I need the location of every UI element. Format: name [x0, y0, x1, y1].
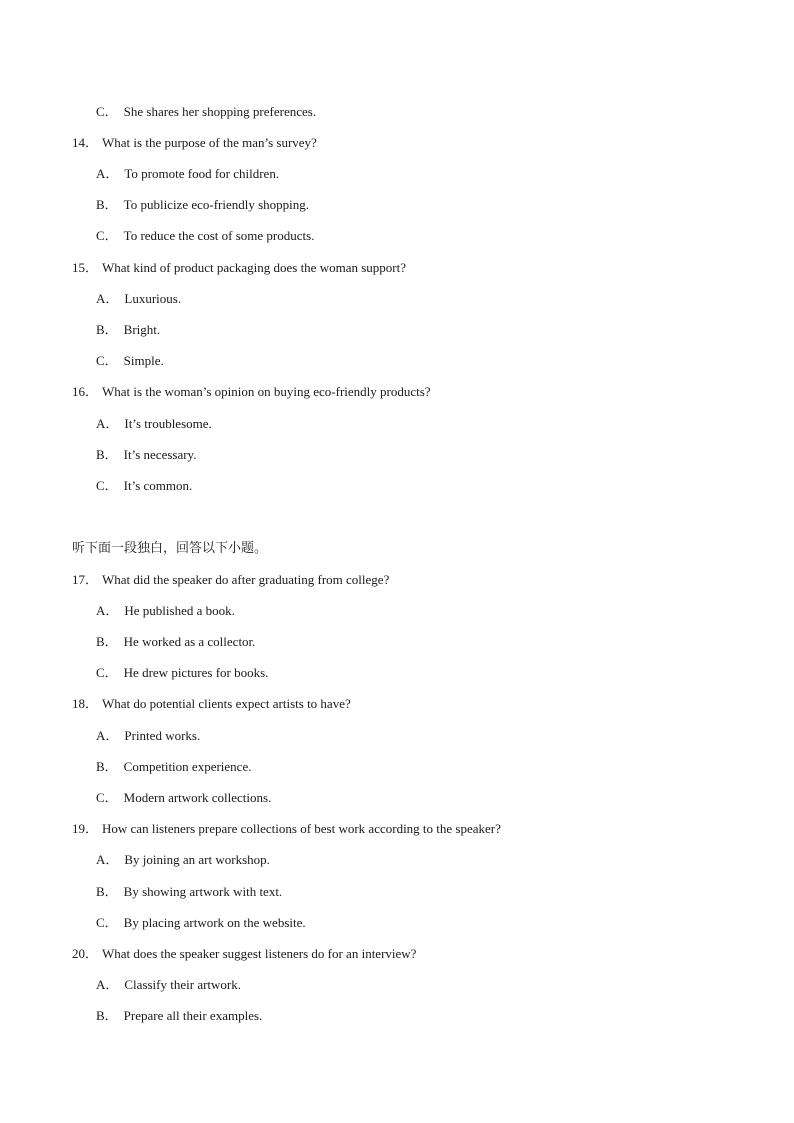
option-text: By showing artwork with text. — [123, 884, 283, 899]
option-letter: A． — [96, 416, 119, 431]
option-text: He drew pictures for books. — [123, 665, 269, 680]
question-number: 15． — [72, 260, 99, 275]
option-letter: A． — [96, 603, 119, 618]
option-15-a — [96, 291, 181, 307]
option-letter: C． — [96, 353, 118, 368]
question-text: How can listeners prepare collections of best work according to the speaker? — [102, 821, 501, 836]
question-number: 16． — [72, 384, 99, 399]
question-14 — [72, 135, 317, 151]
option-text: To reduce the cost of some products. — [123, 228, 315, 243]
option-letter: B． — [96, 884, 118, 899]
option-16-b — [96, 447, 196, 463]
option-letter: C． — [96, 665, 118, 680]
option-letter: A． — [96, 166, 119, 181]
question-20 — [72, 946, 416, 962]
option-text: She shares her shopping preferences. — [123, 104, 317, 119]
question-19 — [72, 821, 501, 837]
option-letter: A． — [96, 977, 119, 992]
question-15 — [72, 260, 406, 276]
question-text: What is the purpose of the man’s survey? — [102, 135, 317, 150]
option-text: Bright. — [123, 322, 161, 337]
option-18-a — [96, 728, 200, 744]
option-20-b — [96, 1008, 262, 1024]
option-text: It’s common. — [123, 478, 193, 493]
option-letter: A． — [96, 852, 119, 867]
option-19-c — [96, 915, 306, 931]
question-16 — [72, 384, 431, 400]
option-14-c — [96, 228, 314, 244]
option-17-c — [96, 665, 268, 681]
option-text: It’s necessary. — [123, 447, 197, 462]
option-text: Luxurious. — [124, 291, 182, 306]
option-letter: C． — [96, 790, 118, 805]
option-14-b — [96, 197, 309, 213]
option-16-a — [96, 416, 212, 432]
option-text: It’s troublesome. — [124, 416, 212, 431]
option-letter: A． — [96, 728, 119, 743]
option-18-b — [96, 759, 251, 775]
option-text: Modern artwork collections. — [123, 790, 272, 805]
question-18 — [72, 696, 351, 712]
question-number: 14． — [72, 135, 99, 150]
option-text: Classify their artwork. — [124, 977, 242, 992]
option-text: By placing artwork on the website. — [123, 915, 306, 930]
option-15-c — [96, 353, 164, 369]
option-15-b — [96, 322, 160, 338]
option-letter: B． — [96, 759, 118, 774]
option-text: He published a book. — [124, 603, 235, 618]
option-text: By joining an art workshop. — [124, 852, 270, 867]
option-19-b — [96, 884, 282, 900]
option-letter: C． — [96, 104, 118, 119]
question-number: 20． — [72, 946, 99, 961]
option-letter: C． — [96, 915, 118, 930]
option-text: To publicize eco-friendly shopping. — [123, 197, 310, 212]
option-text: Competition experience. — [123, 759, 252, 774]
option-text: Prepare all their examples. — [123, 1008, 263, 1023]
option-letter: B． — [96, 322, 118, 337]
option-text: He worked as a collector. — [123, 634, 256, 649]
question-text: What is the woman’s opinion on buying eco-friendly products? — [102, 384, 431, 399]
option-14-a — [96, 166, 279, 182]
question-text: What kind of product packaging does the woman support? — [102, 260, 406, 275]
option-20-a — [96, 977, 241, 993]
option-18-c — [96, 790, 271, 806]
question-text: What did the speaker do after graduating from college? — [102, 572, 390, 587]
question-text: What do potential clients expect artists to have? — [102, 696, 351, 711]
option-16-c — [96, 478, 192, 494]
option-letter: C． — [96, 228, 118, 243]
option-17-b — [96, 634, 255, 650]
option-letter: C． — [96, 478, 118, 493]
option-letter: B． — [96, 197, 118, 212]
section-instruction: 听下面一段独白，回答以下小题。 — [72, 541, 268, 556]
option-text: Printed works. — [124, 728, 201, 743]
option-text: Simple. — [123, 353, 164, 368]
option-17-a — [96, 603, 235, 619]
option-letter: B． — [96, 634, 118, 649]
question-number: 17． — [72, 572, 99, 587]
option-letter: B． — [96, 1008, 118, 1023]
option-13-c — [96, 104, 316, 120]
option-19-a — [96, 852, 270, 868]
option-letter: A． — [96, 291, 119, 306]
question-text: What does the speaker suggest listeners do for an interview? — [102, 946, 417, 961]
option-letter: B． — [96, 447, 118, 462]
question-number: 18． — [72, 696, 99, 711]
question-17 — [72, 572, 389, 588]
question-number: 19． — [72, 821, 99, 836]
option-text: To promote food for children. — [124, 166, 280, 181]
